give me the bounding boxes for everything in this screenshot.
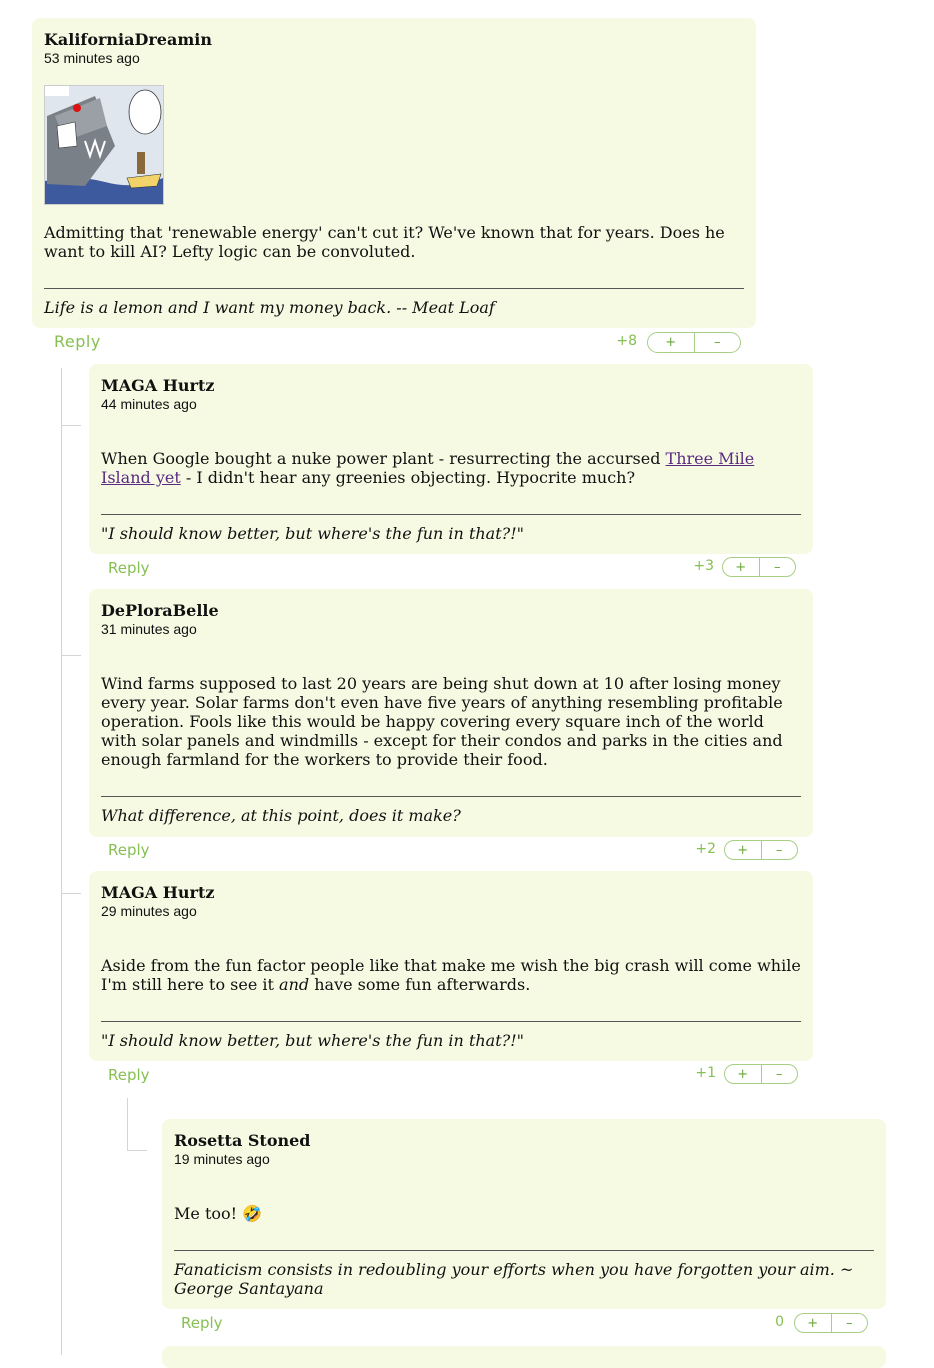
signature-divider — [44, 288, 744, 289]
vote-score: +2 — [695, 841, 716, 857]
signature-divider — [174, 1250, 874, 1251]
cartoon-image[interactable] — [44, 85, 164, 205]
reply-button[interactable]: Reply — [108, 559, 150, 577]
comment-body: Admitting that 'renewable energy' can't cut it? We've known that for years. Does he want to kill AI? Lefty logic can be convoluted. — [44, 223, 725, 261]
vote-control — [724, 1064, 798, 1084]
downvote-button[interactable]: – — [694, 333, 741, 352]
comment-body — [101, 449, 801, 487]
reply-button[interactable]: Reply — [108, 1066, 150, 1084]
comment-text: When Google bought a nuke power plant - resurrecting the accursed — [101, 449, 666, 468]
downvote-button[interactable]: – — [761, 841, 798, 859]
upvote-button[interactable]: + — [665, 335, 677, 350]
comment-body: Wind farms supposed to last 20 years are being shut down at 10 after losing money every year. Solar farms don't even have five years of anything resembling profitable operation. Fools like this would be happy covering every square inch of the world with solar panels and windmills - except for their condos and parks in the cities and enough farmland for the workers to provide their food. — [101, 674, 783, 769]
downvote-button[interactable]: – — [759, 558, 796, 576]
vote-control — [722, 557, 796, 577]
signature-divider — [101, 796, 801, 797]
comment-author[interactable]: MAGA Hurtz — [101, 883, 215, 902]
upvote-button[interactable]: + — [737, 842, 749, 858]
comment-card — [89, 364, 813, 554]
upvote-button[interactable]: + — [807, 1315, 819, 1331]
upvote-button[interactable]: + — [735, 559, 747, 575]
comment-card — [32, 18, 756, 328]
comment-card — [162, 1119, 886, 1309]
signature-divider — [101, 514, 801, 515]
comment-text: have some fun afterwards. — [309, 975, 531, 994]
comment-signature: "I should know better, but where's the fun in that?!" — [101, 1031, 525, 1050]
comment-card — [89, 589, 813, 837]
comment-text: - I didn't hear any greenies objecting. Hypocrite much? — [180, 468, 636, 487]
comment-signature: "I should know better, but where's the fun in that?!" — [101, 524, 525, 543]
vote-control — [647, 332, 741, 353]
comment-signature: What difference, at this point, does it make? — [101, 806, 461, 825]
thread-connector — [61, 893, 81, 894]
comment-link[interactable]: Three Mile Island yet — [101, 449, 755, 487]
thread-connector — [61, 655, 81, 656]
thread-line — [127, 1098, 128, 1150]
comment-author[interactable]: Rosetta Stoned — [174, 1131, 311, 1150]
downvote-button[interactable]: – — [761, 1065, 798, 1083]
downvote-button[interactable]: – — [831, 1314, 868, 1332]
vote-score: +8 — [616, 333, 637, 349]
comment-timestamp: 31 minutes ago — [101, 621, 197, 637]
vote-score: +3 — [693, 558, 714, 574]
comment-emphasis: and — [279, 975, 310, 994]
comment-timestamp: 29 minutes ago — [101, 903, 197, 919]
thread-line — [61, 368, 62, 1355]
comment-timestamp: 53 minutes ago — [44, 50, 140, 66]
comment-author[interactable]: MAGA Hurtz — [101, 376, 215, 395]
comment-timestamp: 19 minutes ago — [174, 1151, 270, 1167]
comment-card-partial — [162, 1346, 886, 1368]
vote-score: +1 — [695, 1065, 716, 1081]
comment-signature: Life is a lemon and I want my money back. -- Meat Loaf — [44, 298, 495, 317]
comment-author[interactable]: DePloraBelle — [101, 601, 219, 620]
comment-text: Aside from the fun factor people like that make me wish the big crash will come while I'm still here to see it — [101, 956, 801, 994]
comment-body: Me too! 🤣 — [174, 1204, 263, 1223]
reply-button[interactable]: Reply — [181, 1314, 223, 1332]
upvote-button[interactable]: + — [737, 1066, 749, 1082]
vote-score: 0 — [775, 1314, 784, 1330]
reply-button[interactable]: Reply — [54, 332, 101, 351]
comment-signature: Fanaticism consists in redoubling your efforts when you have forgotten your aim. ~ George Santayana — [174, 1260, 854, 1298]
vote-control — [794, 1313, 868, 1333]
reply-button[interactable]: Reply — [108, 841, 150, 859]
comment-author[interactable]: KaliforniaDreamin — [44, 30, 212, 49]
comment-body — [101, 956, 801, 994]
thread-connector — [61, 425, 81, 426]
comment-card — [89, 871, 813, 1061]
signature-divider — [101, 1021, 801, 1022]
thread-connector — [127, 1150, 147, 1151]
comment-timestamp: 44 minutes ago — [101, 396, 197, 412]
vote-control — [724, 840, 798, 860]
